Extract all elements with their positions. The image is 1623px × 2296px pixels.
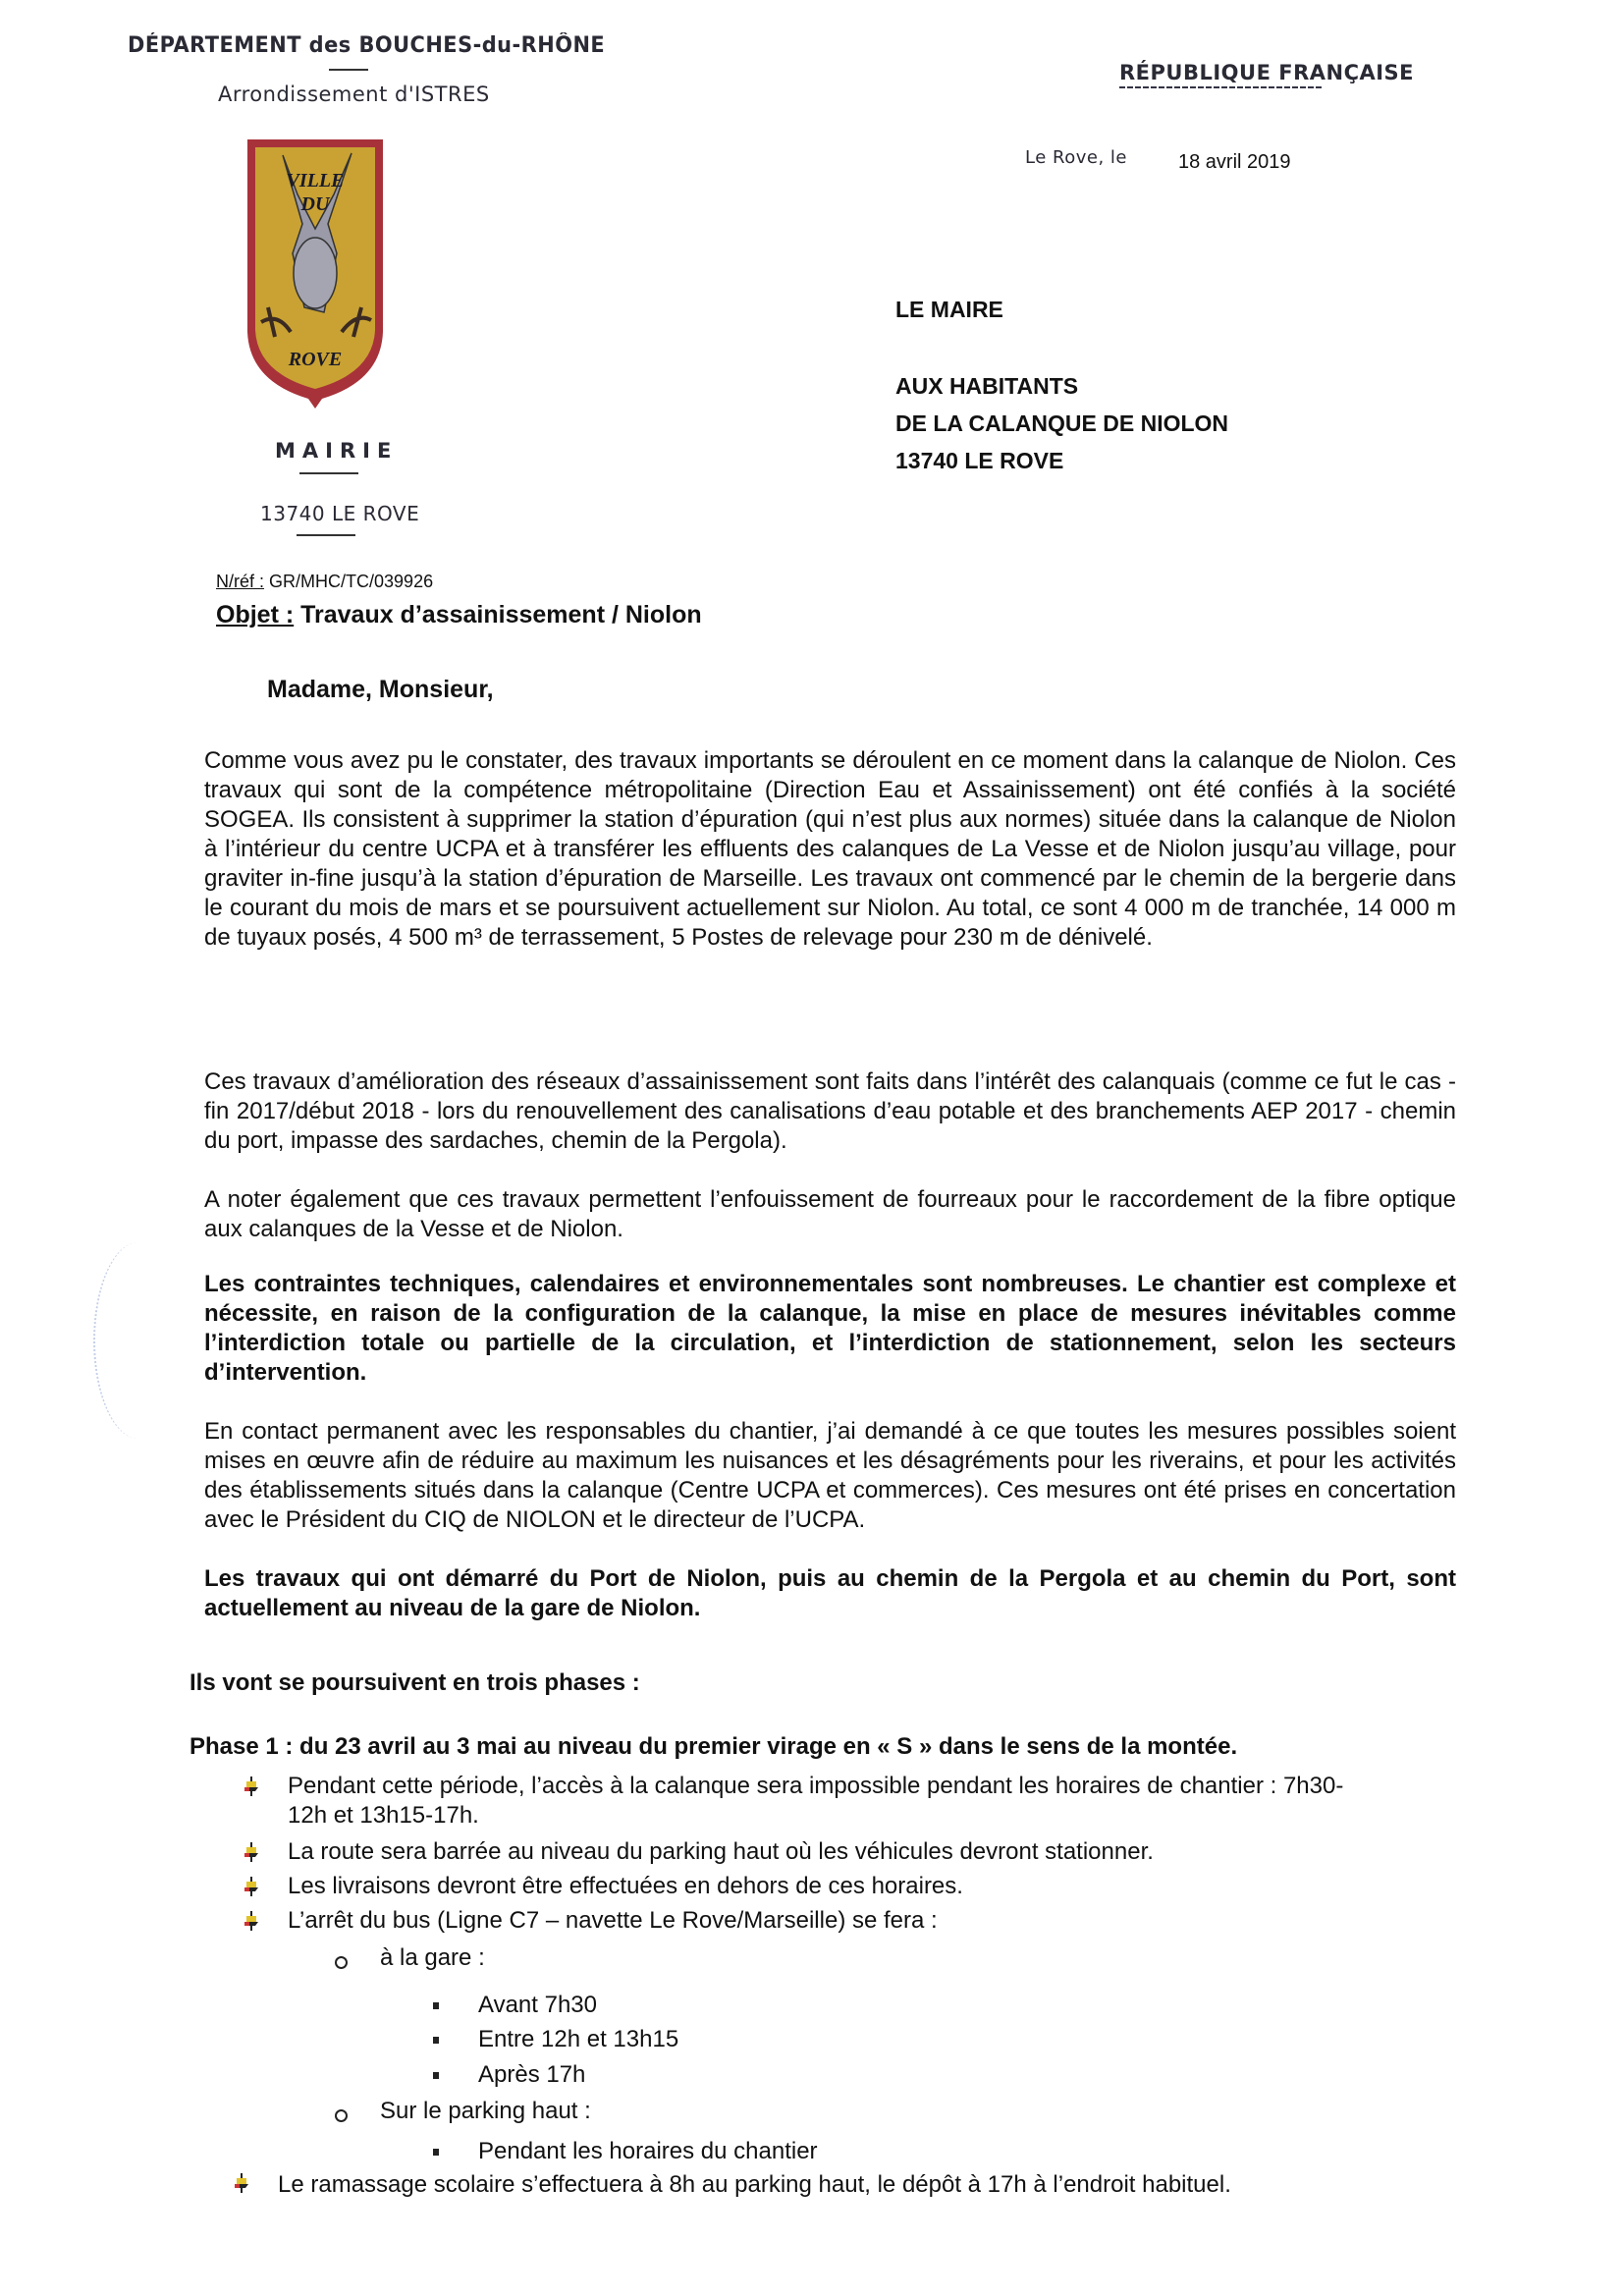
paragraph-2: Ces travaux d’amélioration des réseaux d’assainissement sont faits dans l’intérêt des calanquais (comme ce fut le cas - fin 2017/début 2018 - lors du renouvellement des canalisations d’eau potable et des branchements AEP 2017 - chemin du port, impasse des sardaches, chemin de la Pergola). — [204, 1068, 1456, 1154]
phase-1-bullet-5: Le ramassage scolaire s’effectuera à 8h au parking haut, le dépôt à 17h à l’endroit habituel. — [278, 2171, 1231, 2198]
divider — [299, 472, 358, 474]
bus-time-parking: Pendant les horaires du chantier — [478, 2138, 818, 2164]
circle-bullet-icon — [335, 2109, 348, 2122]
phase-1-bullet-4: L’arrêt du bus (Ligne C7 – navette Le Rove/Marseille) se fera : — [288, 1907, 938, 1934]
reference-value: GR/MHC/TC/039926 — [269, 572, 434, 591]
paragraph-1: Comme vous avez pu le constater, des travaux importants se déroulent en ce moment dans la calanque de Niolon. Ces travaux qui sont de la compétence métropolitaine (Direction Eau et Assainissement) ont été confiés à la société SOGEA. Ils consistent à supprimer la station d’épuration (qui n’est plus aux normes) située dans la calanque de Niolon à l’intérieur du centre UCPA et à transférer les effluents des calanques de La Vesse et de Niolon jusqu’au village, pour graviter in-fine jusqu’à la station d’épuration de Marseille. Les travaux ont commencé par le chemin de la bergerie dans le courant du mois de mars et se poursuivent actuellement sur Niolon. Au total, ce sont 4 000 m de tranchée, 14 000 m de tuyaux posés, 4 500 m³ de terrassement, 5 Postes de relevage pour 230 m de dénivelé. — [204, 747, 1456, 951]
arrondissement: Arrondissement d'ISTRES — [218, 82, 490, 106]
mairie-postal: 13740 LE ROVE — [260, 502, 420, 525]
phase-1-title: Phase 1 : du 23 avril au 3 mai au niveau du premier virage en « S » dans le sens de la montée. — [189, 1733, 1238, 1760]
recipient-line-1: AUX HABITANTS — [895, 373, 1079, 399]
pushpin-bullet-icon — [243, 1841, 260, 1863]
square-bullet-icon — [433, 2037, 439, 2044]
salutation: Madame, Monsieur, — [267, 676, 494, 703]
bus-time-2: Entre 12h et 13h15 — [478, 2026, 679, 2052]
square-bullet-icon — [433, 2072, 439, 2079]
phase-1-bullet-3: Les livraisons devront être effectuées en dehors de ces horaires. — [288, 1873, 963, 1899]
pushpin-bullet-icon — [233, 2172, 250, 2194]
subject-value: Travaux d’assainissement / Niolon — [300, 601, 702, 629]
svg-text:ROVE: ROVE — [288, 349, 343, 370]
phase-1-bullet-1: Pendant cette période, l’accès à la calanque sera impossible pendant les horaires de chantier : 7h30- — [288, 1773, 1344, 1799]
pushpin-bullet-icon — [243, 1876, 260, 1897]
phase-1-bullet-1-cont: 12h et 13h15-17h. — [288, 1802, 479, 1829]
phase-1-bullet-2: La route sera barrée au niveau du parking haut où les véhicules devront stationner. — [288, 1838, 1154, 1865]
department-header: DÉPARTEMENT des BOUCHES-du-RHÔNE — [128, 33, 606, 58]
pushpin-bullet-icon — [243, 1776, 260, 1797]
paragraph-3: A noter également que ces travaux permettent l’enfouissement de fourreaux pour le raccordement de la fibre optique aux calanques de la Vesse et de Niolon. — [204, 1186, 1456, 1242]
mairie-label: MAIRIE — [275, 439, 399, 463]
circle-bullet-icon — [335, 1956, 348, 1969]
recipient-line-2: DE LA CALANQUE DE NIOLON — [895, 410, 1229, 436]
bus-stop-parking-label: Sur le parking haut : — [380, 2098, 591, 2124]
reference — [216, 572, 433, 592]
svg-text:DU: DU — [300, 193, 330, 215]
recipient-line-3: 13740 LE ROVE — [895, 448, 1064, 473]
bus-time-3: Après 17h — [478, 2061, 586, 2088]
pushpin-bullet-icon — [243, 1910, 260, 1932]
sender: LE MAIRE — [895, 297, 1003, 322]
divider — [297, 534, 355, 536]
reference-label: N/réf : — [216, 572, 265, 591]
square-bullet-icon — [433, 2002, 439, 2009]
paragraph-5: En contact permanent avec les responsables du chantier, j’ai demandé à ce que toutes les mesures possibles soient mises en œuvre afin de réduire au maximum les nuisances et les désagréments pour les riverains, et pour les activités des établissements situés dans la calanque (Centre UCPA et commerces). Ces mesures ont été prises en concertation avec le Président du CIQ de NIOLON et le directeur de l’UCPA. — [204, 1418, 1456, 1533]
bus-stop-gare-label: à la gare : — [380, 1944, 485, 1971]
square-bullet-icon — [433, 2149, 439, 2156]
letter-date: 18 avril 2019 — [1178, 151, 1291, 173]
divider — [1119, 86, 1324, 88]
city-crest-logo — [243, 136, 387, 409]
bus-time-1: Avant 7h30 — [478, 1992, 597, 2018]
ink-stain — [93, 1242, 184, 1439]
paragraph-6: Les travaux qui ont démarré du Port de Niolon, puis au chemin de la Pergola et au chemin du Port, sont actuellement au niveau de la gare de Niolon. — [204, 1565, 1456, 1621]
divider — [329, 69, 368, 71]
crest-icon — [243, 136, 387, 409]
paragraph-4: Les contraintes techniques, calendaires et environnementales sont nombreuses. Le chantier est complexe et nécessite, en raison de la configuration de la calanque, la mise en place de mesures inévitables comme l’interdiction totale ou partielle de la circulation, et l’interdiction de stationnement, selon les secteurs d’intervention. — [204, 1271, 1456, 1386]
subject-label: Objet : — [216, 601, 295, 629]
phases-intro: Ils vont se poursuivent en trois phases : — [189, 1669, 640, 1696]
republic-header: RÉPUBLIQUE FRANÇAISE — [1119, 61, 1415, 84]
svg-text:VILLE: VILLE — [286, 170, 345, 191]
place-label: Le Rove, le — [1025, 147, 1127, 168]
subject — [216, 601, 702, 629]
